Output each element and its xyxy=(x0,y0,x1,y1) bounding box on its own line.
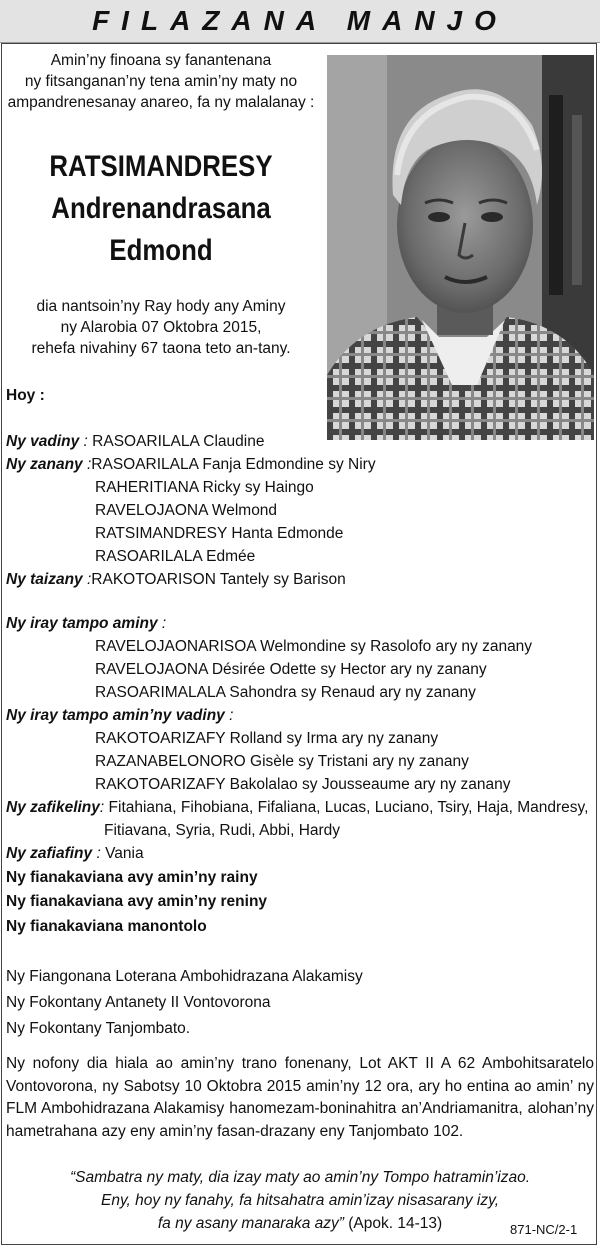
institution-church: Ny Fiangonana Loterana Ambohidrazana Alakamisy xyxy=(6,968,363,985)
vadiny-row xyxy=(6,432,264,452)
quote-line xyxy=(40,1212,560,1235)
tampo-vadiny-label: Ny iray tampo amin’ny vadiny xyxy=(6,707,230,724)
tampo-aminy-item: RAVELOJAONARISOA Welmondine sy Rasolofo ary ny zanany xyxy=(95,638,533,655)
death-line: rehefa nivahiny 67 taona teto an-tany. xyxy=(31,340,291,357)
zanany-item: RAHERITIANA Ricky sy Haingo xyxy=(95,479,314,496)
vadiny-value: RASOARILALA Claudine xyxy=(92,433,265,450)
death-announcement xyxy=(6,296,316,359)
zanany-label: Ny zanany xyxy=(6,456,87,473)
quote-citation: (Apok. 14-13) xyxy=(343,1215,443,1232)
deceased-given-name: Edmond xyxy=(109,234,213,267)
separator: : xyxy=(83,433,93,450)
zanany-item: RATSIMANDRESY Hanta Edmonde xyxy=(95,525,344,542)
fianakaviana-manontolo: Ny fianakaviana manontolo xyxy=(6,918,207,935)
separator: : xyxy=(229,707,234,724)
banner-title: FILAZANA MANJO xyxy=(92,5,508,36)
taizany-row xyxy=(6,570,346,590)
tampo-vadiny-item: RAKOTOARIZAFY Rolland sy Irma ary ny zanany xyxy=(95,730,439,747)
death-line: ny Alarobia 07 Oktobra 2015, xyxy=(60,319,262,336)
tampo-aminy-row xyxy=(6,614,166,634)
tampo-aminy-label: Ny iray tampo aminy xyxy=(6,615,162,632)
tampo-vadiny-item: RAZANABELONORO Gisèle sy Tristani ary ny zanany xyxy=(95,753,469,770)
quote-text: fa ny asany manaraka azy” xyxy=(157,1215,344,1232)
reference-code: 871-NC/2-1 xyxy=(510,1222,578,1237)
portrait-photo xyxy=(327,55,594,440)
intro-line: Amin’ny finoana sy fanantenana xyxy=(50,52,272,69)
separator: : xyxy=(161,615,167,632)
zafiafiny-label: Ny zafiafiny xyxy=(6,845,97,862)
zafikeliny-value: Fitahiana, Fihobiana, Fifaliana, Lucas, Luciano, Tsiry, Haja, Mandresy, xyxy=(108,799,589,816)
bible-quote xyxy=(40,1166,560,1235)
institution-fokontany: Ny Fokontany Antanety II Vontovorona xyxy=(6,994,271,1011)
zanany-value: RASOARILALA Fanja Edmondine sy Niry xyxy=(91,456,376,473)
intro-line: ny fitsanganan’ny tena amin’ny maty no xyxy=(24,73,298,90)
zafikeliny-row xyxy=(6,798,588,818)
quote-line: Eny, hoy ny fanahy, fa hitsahatra amin’izay nisasarany izy, xyxy=(100,1192,500,1209)
hoy-label: Hoy : xyxy=(6,387,45,404)
vadiny-label: Ny vadiny xyxy=(6,433,84,450)
zafikeliny-label: Ny zafikeliny xyxy=(6,799,100,816)
portrait-illustration xyxy=(327,55,594,440)
taizany-label: Ny taizany xyxy=(6,571,87,588)
institution-fokontany: Ny Fokontany Tanjombato. xyxy=(6,1020,191,1037)
tampo-aminy-item: RAVELOJAONA Désirée Odette sy Hector ary ny zanany xyxy=(95,661,487,678)
tampo-aminy-item: RASOARIMALALA Sahondra sy Renaud ary ny zanany xyxy=(95,684,476,701)
intro-line: ampandrenesanay anareo, fa ny malalanay : xyxy=(7,94,315,111)
deceased-name xyxy=(28,146,295,272)
deceased-given-name: Andrenandrasana xyxy=(51,192,271,225)
zafiafiny-row xyxy=(6,844,144,864)
quote-line: “Sambatra ny maty, dia izay maty ao amin’ny Tompo hatramin’izao. xyxy=(69,1169,531,1186)
fianakaviana-reniny: Ny fianakaviana avy amin’ny reniny xyxy=(6,893,268,910)
deceased-surname: RATSIMANDRESY xyxy=(49,150,273,183)
taizany-value: RAKOTOARISON Tantely sy Barison xyxy=(91,571,346,588)
death-line: dia nantsoin’ny Ray hody any Aminy xyxy=(36,298,286,315)
tampo-vadiny-row xyxy=(6,706,233,726)
tampo-vadiny-item: RAKOTOARIZAFY Bakolalao sy Jousseaume ary ny zanany xyxy=(95,776,511,793)
header-banner xyxy=(0,0,600,43)
separator: : xyxy=(86,456,92,473)
separator: : xyxy=(86,571,92,588)
fianakaviana-rainy: Ny fianakaviana avy amin’ny rainy xyxy=(6,869,258,886)
zafiafiny-value: Vania xyxy=(105,845,144,862)
zanany-item: RASOARILALA Edmée xyxy=(95,548,256,565)
zanany-row xyxy=(6,455,376,475)
zafikeliny-continued: Fitiavana, Syria, Rudi, Abbi, Hardy xyxy=(104,822,341,839)
separator: : xyxy=(96,845,106,862)
separator: : xyxy=(99,799,109,816)
intro-text xyxy=(6,50,316,113)
funeral-details: Ny nofony dia hiala ao amin’ny trano fonenany, Lot AKT II A 62 Ambohitsaratelo Vontovorona, ny Sabotsy 10 Oktobra 2015 amin’ny 12 ora, ary ho entina ao amin’ ny FLM Ambohidrazana Alakamisy hanomezam-boninahitra an’Andriamanitra, alohan’ny hametrahana azy eny amin’ny fasan-drazany eny Tanjombato 102. xyxy=(6,1055,594,1140)
zanany-item: RAVELOJAONA Welmond xyxy=(95,502,278,519)
